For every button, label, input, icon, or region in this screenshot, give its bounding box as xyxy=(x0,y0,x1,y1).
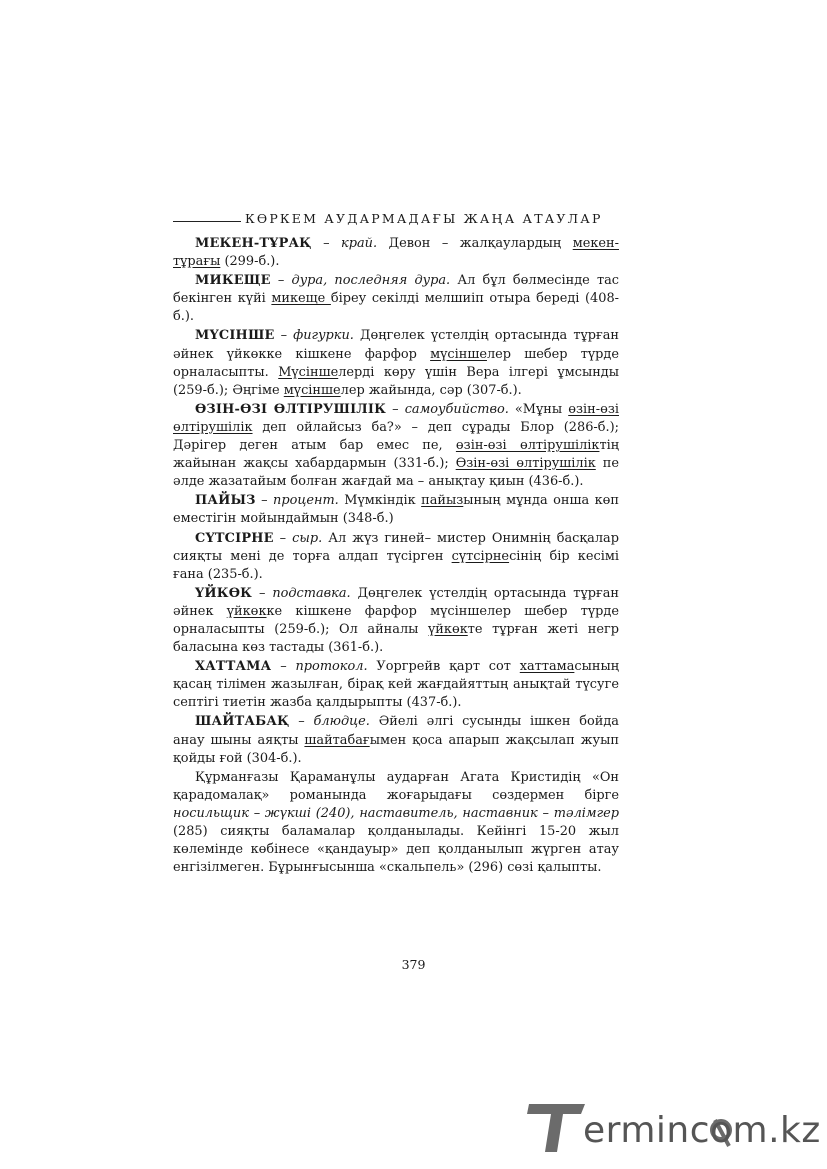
entry-sutsirne: СҮТСІРНЕ – сыр. Ал жүз гиней– мистер Онимнің басқалар сияқты мені де торға алдап түсірген сүтсірнесінің бір кесімі ғана (235-б.). xyxy=(173,530,619,582)
entry-uikok: ҮЙКӨК – подставка. Дөңгелек үстелдің ортасында тұрған әйнек үйкөкке кішкене фарфор мүсіншелер шебер түрде орналасыпты (259-б.); Ол айналы үйкөкте тұрған жеті негр баласына көз тастады (361-б.). xyxy=(173,585,619,656)
entry-meken-turaq: МЕКЕН-ТҰРАҚ – край. Девон – жалқаулардың мекен-тұрағы (299-б.). xyxy=(173,236,619,270)
running-title: КӨРКЕМ АУДАРМАДАҒЫ ЖАҢА АТАУЛАР xyxy=(245,211,603,226)
closing-paragraph: Құрманғазы Қараманұлы аударған Агата Кристидің «Он қарадомалақ» романында жоғарыдағы сөздермен бірге носильщик – жүкші (240), наставитель, наставник – тәлімгер (285) сияқты баламалар қолданылады. Кейінгі 15-20 жыл көлемінде көбінесе «қандауыр» деп қолданылып жүрген атау енгізілмеген. Бұрынғысынша «скальпель» (296) сөзі қалыпты. xyxy=(173,769,619,876)
glossary-body xyxy=(173,235,619,878)
entry-paiyz: ПАЙЫЗ – процент. Мүмкіндік пайызының мұнда онша көп еместігін мойындаймын (348-б.) xyxy=(173,493,620,527)
entry-ozin-ozi-oltirushilik: ӨЗІН-ӨЗІ ӨЛТІРУШІЛІК – самоубийство. «Мұны өзін-өзі өлтірушілік деп ойлайсыз ба?» – деп сұрады Блор (286-б.); Дәрігер деген атым бар емес пе, өзін-өзі өлтірушіліктің жайынан жақсы хабардармын (331-б.); Өзін-өзі өлтірушілік пе әлде жазатайым болған жағдай ма – анықтау қиын (436-б.). xyxy=(173,401,619,490)
termincom-watermark-logo xyxy=(527,1100,821,1156)
entry-musinshe: МҮСІНШЕ – фигурки. Дөңгелек үстелдің ортасында тұрған әйнек үйкөкке кішкене фарфор мүсіншелер шебер түрде орналасыпты. Мүсіншелерді көру үшін Вера ілгері ұмсынды (259-б.); Әңгіме мүсіншелер жайында, сәр (307-б.). xyxy=(173,328,620,398)
entry-shaitabaq: ШАЙТАБАҚ – блюдце. Әйелі әлгі сусынды ішкен бойда анау шыны аяқты шайтабағымен қоса апарып жақсылап жуып қойды ғой (304-б.). xyxy=(173,714,619,766)
entry-hattama: ХАТТАМА – протокол. Уоргрейв қарт сот хаттамасының қасаң тілімен жазылған, бірақ кей жағдайяттың анықтай түсуге септігі тиетін жазба қалдырыпты (437-б.). xyxy=(173,659,619,711)
header-rule xyxy=(173,221,241,222)
running-header xyxy=(173,211,619,226)
entry-mikeshe: МИКЕЩЕ – дура, последняя дура. Ал бұл бөлмесінде тас бекінген күйі микеще біреу секілді мелшиіп отыра береді (408-б.). xyxy=(173,273,620,325)
logo-text: ermincom.kz xyxy=(583,1110,821,1151)
page-number: 379 xyxy=(401,957,426,972)
